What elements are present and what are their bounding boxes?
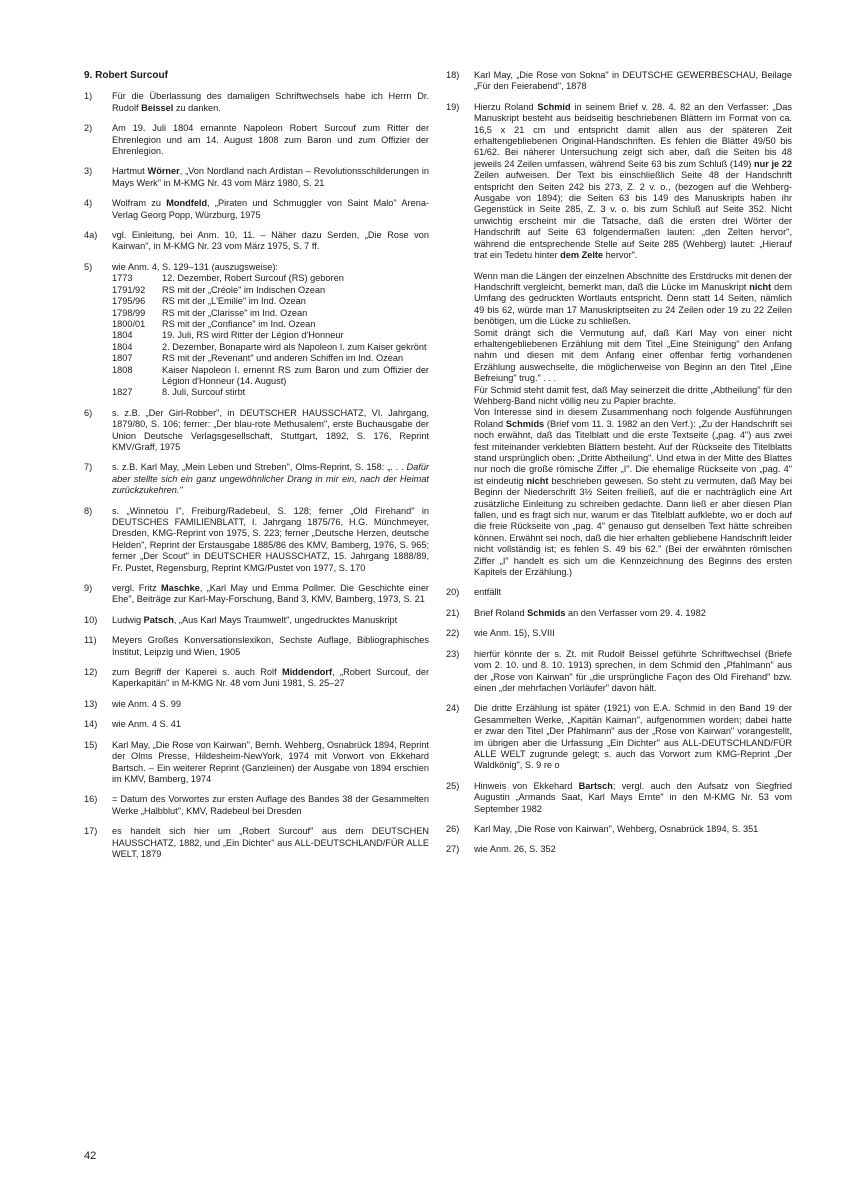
footnote-number: 13) [84, 698, 98, 709]
footnote-14 [84, 719, 429, 730]
footnote-7: 7) s. z.B. Karl May, „Mein Leben und Streben", Olms-Reprint, S. 158: „. . . Dafür aber stellte sich ein ganz ungewöhnlicher Drang in mir ein, nach der Heimat zurückzukehren." [84, 462, 429, 496]
footnote-number: 10) [84, 614, 98, 625]
footnote-16 [84, 794, 429, 817]
emphasis: nur je 22 [754, 158, 792, 169]
footnote-25: 25) Hinweis von Ekkehard Bartsch; vergl. auch den Aufsatz von Siegfried Augustin „Armands Saat, Karl Mays Ernte" in den M-KMG Nr. 53 vom September 1982 [446, 780, 793, 814]
footnote-26 [446, 824, 792, 835]
footnote-3: 3) Hartmut Wörner, „Von Nordland nach Ardistan – Revolutionsschilderungen in Mays Werk" in M-KMG Nr. 43 vom März 1980, S. 21 [84, 166, 429, 188]
chronology-row: 1798/99 RS mit der „Clarisse" im Ind. Ozean [112, 307, 308, 318]
footnote-4a [84, 230, 429, 253]
footnote-number: 21) [446, 607, 460, 618]
footnote-21: 21) Brief Roland Schmids an den Verfasser vom 29. 4. 1982 [446, 607, 706, 618]
author-name: Schmid [537, 101, 571, 112]
author-name: Maschke [160, 583, 200, 594]
chronology-row: 1804 2. Dezember, Bonaparte wird als Napoleon I. zum Kaiser gekrönt [112, 341, 427, 352]
author-name: Mondfeld [166, 198, 208, 209]
footnote-number: 24) [446, 703, 460, 714]
footnote-22 [446, 628, 792, 639]
author-name: Wörner [147, 166, 180, 177]
footnote-number: 27) [446, 844, 460, 855]
footnote-17 [84, 826, 429, 860]
footnote-text: es handelt sich hier um „Robert Surcouf" aus dem DEUTSCHEN HAUSSCHATZ, 1882, und „Ein Dichter" aus ALL-DEUTSCHLAND/FÜR ALLE WELT, 1879 [112, 826, 429, 859]
footnote-text: = Datum des Vorwortes zur ersten Auflage des Bandes 38 der Gesammelten Werke „Halbblut", KMV, Radebeul bei Dresden [112, 794, 429, 816]
chronology-row: 1791/92 RS mit der „Créole" im Indischen Ozean [112, 284, 326, 295]
footnote-23 [446, 649, 792, 695]
footnote-10: 10) Ludwig Patsch, „Aus Karl Mays Traumwelt", ungedrucktes Manuskript [84, 614, 398, 625]
footnote-text: s. z.B. „Der Girl-Robber", in DEUTSCHER HAUSSCHATZ, VI. Jahrgang, 1879/80, S. 106; ferner: „Der blau-rote Methusalem", erste Buchausgabe der Union Deutsche Verlagsgesellschaft, Stuttgart, 1892, S. 176, Reprint KMV/Graff, 1975 [112, 407, 429, 452]
footnote-number: 6) [84, 407, 93, 418]
chronology-row: 1808 Kaiser Napoleon I. ernennt RS zum Baron und zum Offizier der Légion d'Honneur (14. August) [112, 364, 429, 386]
footnote-number: 26) [446, 823, 460, 834]
footnote-number: 23) [446, 648, 460, 659]
author-name: Bartsch [578, 780, 613, 791]
footnote-18 [446, 70, 792, 93]
footnote-text: entfällt [474, 587, 502, 598]
footnote-text: hierfür könnte der s. Zt. mit Rudolf Beissel geführte Schriftwechsel (Briefe vom 2. 10. und 8. 10. 1913) sprechen, in dem Schmid den „Pfahlmann" aus der „Rose von Kairwan" für „die ursprüngliche Façon des Old Firehand" bzw. einen „der mehrfachen Vorläufer" davon hält. [474, 648, 792, 693]
footnote-number: 16) [84, 794, 98, 805]
footnote-number: 18) [446, 70, 460, 80]
footnote-text: wie Anm. 26, S. 352 [474, 844, 556, 855]
footnote-11 [84, 635, 429, 658]
footnote-text: Meyers Großes Konversationslexikon, Sechste Auflage, Bibliographisches Institut, Leipzig und Wien, 1905 [112, 635, 429, 657]
footnote-number: 2) [84, 123, 93, 134]
chronology-row: 1800/01 RS mit der „Confiance" im Ind. Ozean [112, 318, 316, 329]
right-column [446, 70, 792, 865]
footnote-2 [84, 123, 429, 157]
footnote-text: wie Anm. 15), S.VIII [474, 628, 555, 639]
footnote-text: vgl. Einleitung, bei Anm. 10, 11. – Näher dazu Serden, „Die Rose von Kairwan", in M-KMG Nr. 23 vom März 1975, S. 7 ff. [112, 230, 429, 252]
footnote-paragraph: Für Schmid steht damit fest, daß May seinerzeit die dritte „Abtheilung" für den Wehberg-Band nicht völlig neu zu Papier brachte. [474, 384, 792, 406]
footnote-text: wie Anm. 4 S. 99 [112, 698, 181, 709]
author-name: Schmids [505, 418, 545, 429]
footnote-number: 9) [84, 583, 93, 594]
footnote-number: 20) [446, 587, 460, 598]
footnote-number: 19) [446, 101, 460, 112]
footnote-paragraph: Somit drängt sich die Vermutung auf, daß Karl May von einer nicht erhaltengebliebenen Erzählung mit dem Titel „Eine Steinigung" den Anfang nahm und diesen mit dem Anfang einer offenbar fertig vorhandenen Erzählung auswechselte, die möglicherweise von Beginn an den Titel „Eine Befreiung" trug." . . . [474, 327, 792, 384]
footnote-number: 1) [84, 91, 93, 102]
footnote-1: 1) Für die Überlassung des damaligen Schriftwechsels habe ich Herrn Dr. Rudolf Beissel zu danken. [84, 91, 429, 113]
footnote-text: Die dritte Erzählung ist später (1921) von E.A. Schmid in den Band 19 der Gesammelten Werke, „Kapitän Kaiman", aufgenommen worden; dabei hatte er zwar den Titel „Der Pfahlmann" aus der „Rose von Kairwan" vorangestellt, im übrigen aber die Urfassung „Ein Dichter" aus ALL-DEUTSCHLAND/FÜR ALLE WELT zugrunde gelegt; s. auch das Vorwort zum KMG-Reprint „Der Waldkönig", S. 9 re o [474, 703, 792, 771]
footnote-paragraph: Wenn man die Längen der einzelnen Abschnitte des Erstdrucks mit denen der Handschrift vergleicht, bemerkt man, daß die Lücke im Manuskript nicht dem Umfang des gedruckten Wortlauts entspricht. Denn statt 14 Seiten, nämlich 49 bis 62, würde man 17 Manuskriptseiten zu 24 Zeilen oder 19 zu 22 Zeilen benötigen, um die Lücke zu schließen. [474, 270, 792, 327]
footnote-text: Karl May, „Die Rose von Kairwan", Wehberg, Osnabrück 1894, S. 351 [474, 823, 759, 834]
footnote-text: s. „Winnetou I", Freiburg/Radebeul, S. 128; ferner „Old Firehand" in DEUTSCHES FAMILIENBLATT, I. Jahrgang 1875/76, H.G. Münchmeyer, Dresden, KMG-Reprint von 1975, S. 223; ferner „Deutsche Herzen, deutsche Helden", Reprint der Erstausgabe 1885/86 des KMV, Bamberg, 1976, S. 965; ferner „Der Scout" in DEUTSCHER HAUSSCHATZ, 15. Jahrgang 1888/89, Fr. Pustet, Regensburg, Reprint KMG/Pustet von 1977, S. 170 [112, 505, 429, 573]
footnote-number: 12) [84, 667, 98, 678]
footnote-number: 4a) [84, 230, 98, 241]
footnote-5 [84, 262, 429, 399]
author-name: Schmids [527, 607, 566, 618]
footnote-9: 9) vergl. Fritz Maschke, „Karl May und Emma Pollmer. Die Geschichte einer Ehe", Beiträge zur Karl-May-Forschung, Band 3, KMV, Bamberg, 1973, S. 21 [84, 583, 429, 605]
chronology-table [112, 273, 429, 398]
footnote-number: 15) [84, 739, 98, 750]
left-column [84, 70, 429, 869]
chronology-row: 1807 RS mit der „Revenant" und anderen Schiffen im Ind. Ozean [112, 353, 404, 364]
footnote-12: 12) zum Begriff der Kaperei s. auch Rolf Middendorf, „Robert Surcouf, der Kaperkapitän" in M-KMG Nr. 48 vom Juni 1981, S. 25–27 [84, 667, 430, 689]
footnote-number: 8) [84, 505, 93, 516]
emphasis: nicht [749, 281, 772, 292]
chronology-row: 1827 8. Juli, Surcouf stirbt [112, 387, 246, 398]
emphasis: nicht [526, 475, 549, 486]
footnote-number: 4) [84, 198, 93, 209]
page-number: 42 [84, 1150, 97, 1162]
quotation: Dafür aber stellte sich ein ganz ungewöhnlicher Drang in mir ein, nach der Heimat zurückzukehren." [112, 462, 429, 496]
author-name: Middendorf [282, 667, 333, 678]
footnote-number: 17) [84, 826, 98, 837]
footnote-number: 14) [84, 719, 98, 730]
footnote-13 [84, 699, 429, 710]
footnote-15 [84, 740, 429, 786]
footnote-number: 25) [446, 780, 460, 791]
footnote-text: Karl May, „Die Rose von Sokna" in DEUTSCHE GEWERBESCHAU, Beilage „Für den Feierabend", 1878 [474, 70, 792, 92]
footnote-text: Karl May, „Die Rose von Kairwan", Bernh. Wehberg, Osnabrück 1894, Reprint der Olms Presse, Hildesheim-NewYork, 1974 mit Vorwort von Ekkehard Bartsch. – Ein weiterer Reprint (Ganzleinen) der Ausgabe von 1894 erschien im KMV, Bamberg, 1974 [112, 739, 429, 784]
author-name: Patsch [143, 614, 174, 625]
footnote-number: 3) [84, 166, 93, 177]
chronology-intro: wie Anm. 4, S. 129–131 (auszugsweise): [112, 261, 278, 272]
footnote-8 [84, 506, 429, 574]
author-name: Beissel [141, 102, 174, 113]
emphasis: dem Zelte [560, 250, 604, 261]
footnote-paragraph: Hierzu Roland Schmid in seinem Brief v. 28. 4. 82 an den Verfasser: „Das Manuskript besteht aus beidseitig beschriebenen Blättern im Format von ca. 16,5 x 21 cm und entspricht damit allen aus der späteren Zeit erhaltengebliebenen Original-Handschriften. Es fehlen die Blätter 49/50 bis 61/62. Bei näherer Untersuchung zeigt sich aber, daß die Seiten bis 48 jeweils 24 Zeilen umfassen, während Seite 63 bis zum Schluß (149) nur je 22 Zeilen aufweisen. Der Text bis einschließlich Seite 48 der Handschrift entspricht den Seiten 242 bis 273, Z. 2 v. o., (bezogen auf die Wehberg-Ausgabe von 1894); die Seiten 63 bis 149 des Manuskripts haben ihr Gegenstück in Seite 285, Z. 3 v. o. bis zum Schluß auf Seite 352. Nicht unwichtig erscheint mir die Tatsache, daß die ersten drei Wörter der Handschrift auf Seite 63 folgendermaßen lauten: „den Zelten hervor", während die entsprechende Stelle auf Seite 285 (Wehberg) lautet: „Hierauf trat ein Tedetu hinter dem Zelte hervor". [474, 101, 792, 261]
footnote-text: Am 19. Juli 1804 ernannte Napoleon Robert Surcouf zum Ritter der Ehrenlegion und am 14. August 1808 zum Baron und zum Offizier der Ehrenlegion. [112, 123, 429, 157]
footnote-24 [446, 703, 792, 771]
footnote-27 [446, 844, 792, 855]
footnote-number: 11) [84, 635, 97, 646]
footnote-paragraph: Von Interesse sind in diesem Zusammenhang noch folgende Ausführungen Roland Schmids (Brief vom 11. 3. 1982 an den Verf.): „Zu der Handschrift sei noch erwähnt, daß das Titelblatt und die erste Textseite („pag. 4") aus zwei fest miteinander verklebten Blättern besteht. Auf der Rückseite des Titelblatts stand ursprünglich oben: „Dritte Abtheilung". Und etwa in der Mitte des Blattes nur noch die große römische Ziffer „I". Die ehemalige Rückseite von „pag. 4" ist eindeutig nicht beschrieben gewesen. So steht zu vermuten, daß May bei Beginn der Niederschrift 3½ Seiten freiließ, auf die er nachträglich eine Art zusätzliche Einleitung zu schreiben gedachte. Dann ließ er aber diesen Plan fallen, und es fragt sich nur, warum er das Titelblatt aufklebte, wo er doch auf die freie Rückseite von „pag. 4" genauso gut denselben Text hätte schreiben können. Erwähnt sei noch, daß die hier erhalten gebliebene Handschrift leider nicht vollständig ist; es fehlen S. 49 bis 62." (Bei der erwähnten römischen Ziffer „I" handelt es sich um die Kennzeichnung des Beginns des ersten Kapitels der Erzählung.) [474, 407, 792, 578]
footnote-number: 5) [84, 261, 93, 272]
footnote-6 [84, 408, 429, 454]
footnote-4: 4) Wolfram zu Mondfeld, „Piraten und Schmuggler von Saint Malo" Arena-Verlag Georg Popp, Würzburg, 1975 [84, 198, 429, 220]
section-title: 9. Robert Surcouf [84, 70, 168, 81]
footnote-number: 22) [446, 628, 460, 639]
chronology-row: 1804 19. Juli, RS wird Ritter der Légion d'Honneur [112, 330, 344, 341]
footnote-19 [446, 102, 792, 579]
footnote-20 [446, 587, 792, 598]
footnote-number: 7) [84, 462, 93, 473]
footnote-text: wie Anm. 4 S. 41 [112, 719, 181, 730]
chronology-row: 1795/96 RS mit der „L'Emilie" im Ind. Ozean [112, 296, 306, 307]
chronology-row: 1773 12. Dezember, Robert Surcouf (RS) geboren [112, 273, 344, 284]
